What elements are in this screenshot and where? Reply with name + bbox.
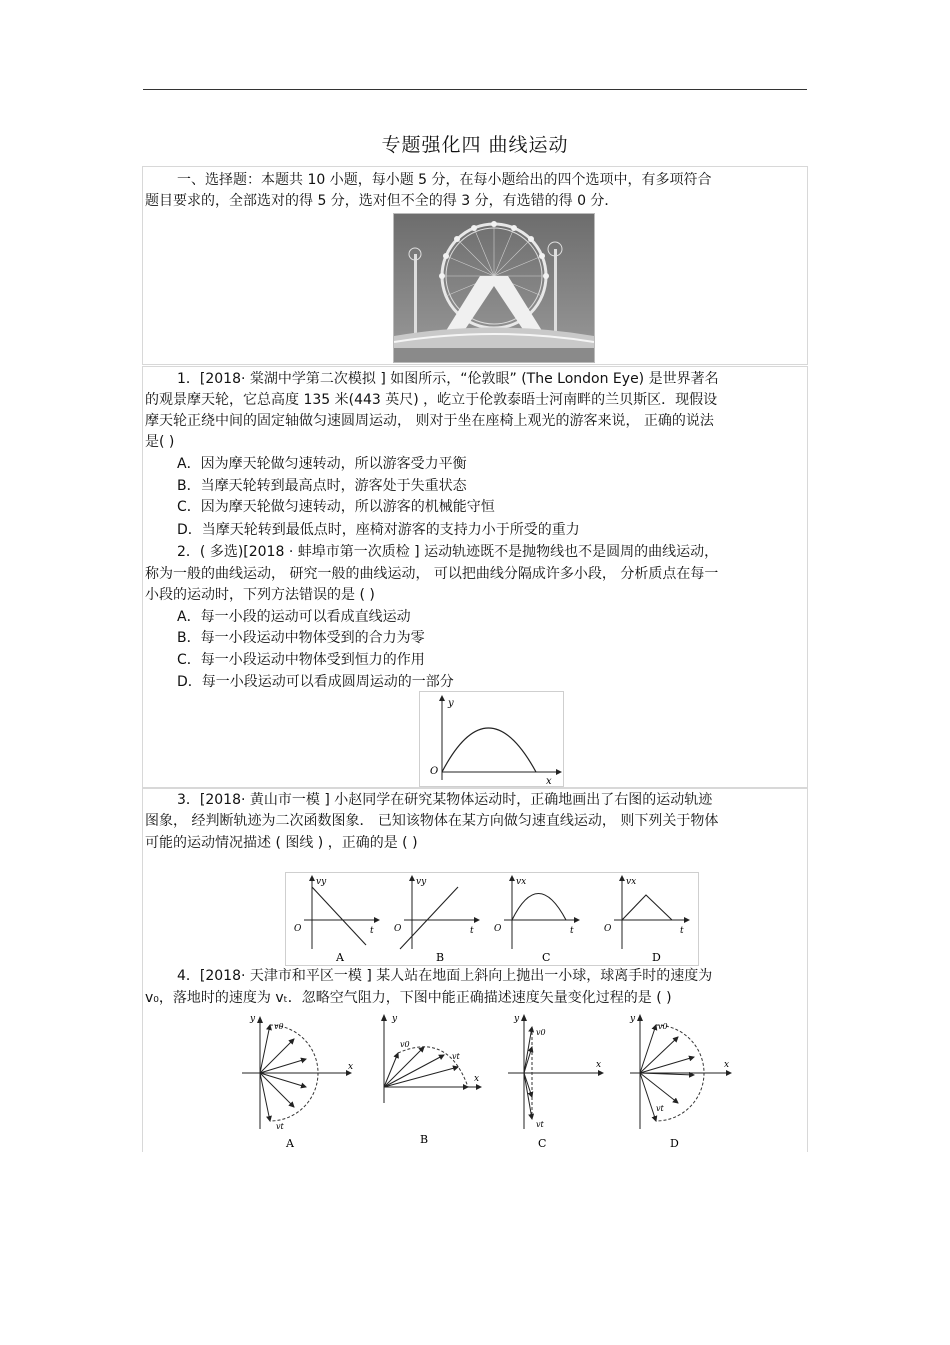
q4-graph-a bbox=[242, 1014, 353, 1150]
svg-text:v0: v0 bbox=[400, 1040, 410, 1049]
q2-option-a: A．每一小段的运动可以看成直线运动 bbox=[177, 609, 411, 625]
svg-text:x: x bbox=[724, 1060, 730, 1070]
q2-line-2: 称为一般的曲线运动， 研究一般的曲线运动， 可以把曲线分隔成许多小段， 分析质点在每一 bbox=[145, 566, 719, 582]
svg-text:B: B bbox=[436, 951, 445, 964]
svg-text:O: O bbox=[294, 924, 302, 934]
svg-text:A: A bbox=[286, 1137, 294, 1150]
svg-text:vx: vx bbox=[516, 877, 527, 887]
page-title: 专题强化四 曲线运动 bbox=[381, 134, 569, 156]
q4-graph-c bbox=[508, 1014, 604, 1150]
q3-graph-b bbox=[394, 875, 480, 964]
q1-option-c: C．因为摩天轮做匀速转动，所以游客的机械能守恒 bbox=[177, 499, 495, 515]
svg-text:A: A bbox=[336, 951, 344, 964]
trajectory-figure bbox=[419, 691, 564, 787]
svg-text:vy: vy bbox=[416, 877, 427, 887]
svg-text:vt: vt bbox=[276, 1122, 284, 1131]
intro-section bbox=[142, 166, 808, 365]
svg-text:vy: vy bbox=[316, 877, 327, 887]
header-rule bbox=[143, 89, 807, 90]
svg-text:v0: v0 bbox=[658, 1022, 668, 1031]
q1-line-1: 1．[2018· 棠湖中学第二次模拟 ] 如图所示，“伦敦眼” (The London Eye) 是世界著名 bbox=[177, 371, 719, 387]
svg-text:y: y bbox=[250, 1014, 256, 1024]
q1-line-4: 是( ) bbox=[145, 434, 175, 450]
svg-text:x: x bbox=[474, 1074, 480, 1084]
q1-option-b: B．当摩天轮转到最高点时，游客处于失重状态 bbox=[177, 478, 467, 494]
intro-line-1: 一、选择题：本题共 10 小题，每小题 5 分，在每小题给出的四个选项中，有多项符合 bbox=[177, 172, 712, 188]
q1-q2-section bbox=[142, 366, 808, 788]
svg-text:C: C bbox=[538, 1137, 547, 1150]
svg-text:t: t bbox=[570, 926, 574, 936]
svg-text:O: O bbox=[604, 924, 612, 934]
q1-line-3: 摩天轮正绕中间的固定轴做匀速圆周运动， 则对于坐在座椅上观光的游客来说， 正确的说法 bbox=[145, 413, 714, 429]
svg-text:t: t bbox=[680, 926, 684, 936]
q4-line-1: 4．[2018· 天津市和平区一模 ] 某人站在地面上斜向上抛出一小球，球离手时的速度为 bbox=[177, 968, 713, 984]
q3-line-1: 3．[2018· 黄山市一模 ] 小赵同学在研究某物体运动时，正确地画出了右图的运动轨迹 bbox=[177, 792, 713, 808]
q2-option-d: D．每一小段运动可以看成圆周运动的一部分 bbox=[177, 674, 454, 690]
q3-graph-c bbox=[494, 875, 580, 964]
svg-text:O: O bbox=[394, 924, 402, 934]
q2-option-b: B．每一小段运动中物体受到的合力为零 bbox=[177, 630, 425, 646]
q4-graph-d bbox=[629, 1014, 732, 1150]
svg-text:vt: vt bbox=[536, 1120, 544, 1129]
q4-line-2: v₀，落地时的速度为 vₜ．忽略空气阻力，下图中能正确描述速度矢量变化过程的是 ( ) bbox=[145, 990, 672, 1006]
q1-option-a: A．因为摩天轮做匀速转动，所以游客受力平衡 bbox=[177, 456, 467, 472]
svg-text:B: B bbox=[420, 1133, 429, 1146]
traj-x-label: x bbox=[546, 776, 552, 786]
q3-graph-d bbox=[604, 875, 690, 964]
svg-text:y: y bbox=[630, 1014, 636, 1024]
q1-line-2: 的观景摩天轮，它总高度 135 米(443 英尺) ，屹立于伦敦泰晤士河南畔的兰贝斯区．现假设 bbox=[145, 392, 718, 408]
intro-line-2: 题目要求的，全部选对的得 5 分，选对但不全的得 3 分，有选错的得 0 分． bbox=[145, 193, 619, 209]
svg-text:t: t bbox=[370, 926, 374, 936]
svg-text:O: O bbox=[494, 924, 502, 934]
q2-line-3: 小段的运动时，下列方法错误的是 ( ) bbox=[145, 587, 375, 603]
q3-graph-a bbox=[294, 875, 380, 964]
traj-origin-label: O bbox=[430, 766, 439, 777]
svg-text:vt: vt bbox=[656, 1104, 664, 1113]
svg-text:t: t bbox=[470, 926, 474, 936]
svg-text:vx: vx bbox=[626, 877, 637, 887]
q2-option-c: C．每一小段运动中物体受到恒力的作用 bbox=[177, 652, 425, 668]
svg-text:C: C bbox=[542, 951, 551, 964]
svg-text:x: x bbox=[596, 1060, 602, 1070]
q3-graphs bbox=[285, 872, 699, 966]
svg-text:v0: v0 bbox=[274, 1022, 284, 1031]
q4-graph-b bbox=[381, 1014, 482, 1146]
svg-text:vt: vt bbox=[452, 1052, 460, 1061]
ferris-wheel-photo bbox=[393, 213, 595, 363]
q2-line-1: 2．( 多选)[2018 · 蚌埠市第一次质检 ] 运动轨迹既不是抛物线也不是圆周的曲线运动， bbox=[177, 544, 719, 560]
traj-y-label: y bbox=[448, 698, 454, 709]
q1-option-d: D．当摩天轮转到最低点时，座椅对游客的支持力小于所受的重力 bbox=[177, 522, 580, 538]
svg-text:x: x bbox=[348, 1062, 354, 1072]
svg-text:v0: v0 bbox=[536, 1028, 546, 1037]
svg-text:D: D bbox=[652, 951, 661, 964]
svg-text:y: y bbox=[392, 1014, 398, 1024]
q4-graphs bbox=[238, 1011, 748, 1151]
q3-line-2: 图象， 经判断轨迹为二次函数图象． 已知该物体在某方向做匀速直线运动， 则下列关于物体 bbox=[145, 813, 719, 829]
q3-q4-section bbox=[142, 788, 808, 1152]
svg-text:y: y bbox=[514, 1014, 520, 1024]
q3-line-3: 可能的运动情况描述 ( 图线 ) ，正确的是 ( ) bbox=[145, 835, 418, 851]
svg-text:D: D bbox=[670, 1137, 679, 1150]
